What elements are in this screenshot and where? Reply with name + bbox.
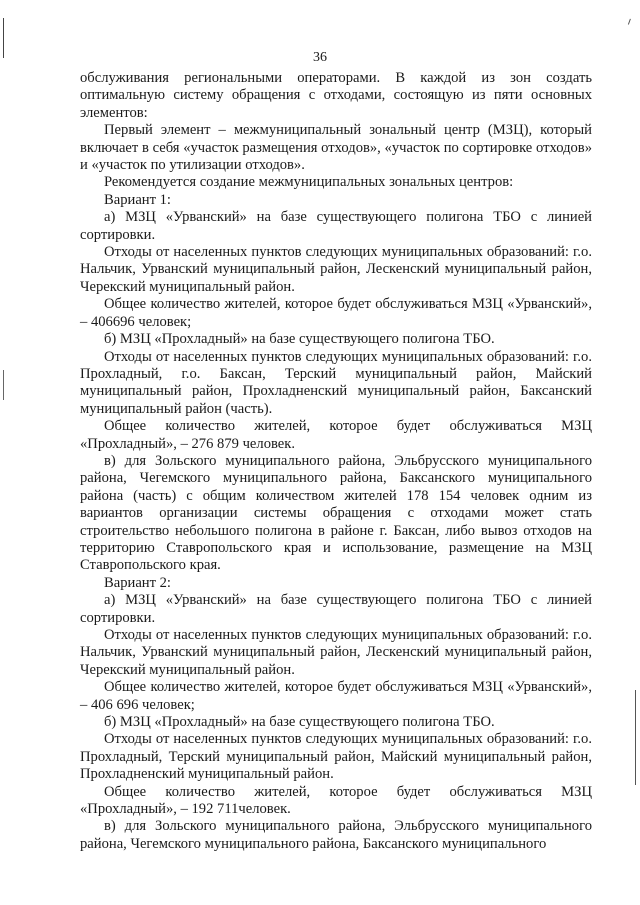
paragraph: Первый элемент – межмуниципальный зональный центр (МЗЦ), который включает в себя «участок размещения отходов», «участок по сортировке отходов» и «участок по утилизации отходов». [80,122,592,174]
paragraph: а) МЗЦ «Урванский» на базе существующего полигона ТБО с линией сортировки. [80,592,592,626]
paragraph: обслуживания региональными операторами. В каждой из зон создать оптимальную систему обращения с отходами, состоящую из пяти основных элементов: [80,70,592,121]
paragraph: Отходы от населенных пунктов следующих муниципальных образований: г.о. Нальчик, Урванский муниципальный район, Лескенский муниципальный район, Черекский муниципальный район. [80,244,592,295]
paragraph: б) МЗЦ «Прохладный» на базе существующего полигона ТБО. [104,331,495,348]
paragraph: Общее количество жителей, которое будет обслуживаться МЗЦ «Урванский», – 406 696 человек; [80,679,592,713]
paragraph: б) МЗЦ «Прохладный» на базе существующего полигона ТБО. [104,714,495,731]
page-number: 36 [313,50,327,65]
paragraph: в) для Зольского муниципального района, Эльбрусского муниципального района, Чегемского муниципального района, Баксанского муниципального района (часть) с общим количеством жителей 178 154 человек одним из вариантов организации системы обращения с отходами может стать строительство небольшого полигона в районе г. Баксан, либо вывоз отходов на территорию Ставропольского края и использование, размещение на МЗЦ Ставропольского края. [80,452,592,574]
body-text [80,70,592,853]
paragraph: Отходы от населенных пунктов следующих муниципальных образований: г.о. Прохладный, г.о. Баксан, Терский муниципальный район, Майский муниципальный район, Прохладненский муниципальный район, Баксанский муниципальный район (часть). [80,348,592,417]
paragraph: в) для Зольского муниципального района, Эльбрусского муниципального района, Чегемского муниципального района, Баксанского муниципального [80,818,592,852]
paragraph: Отходы от населенных пунктов следующих муниципальных образований: г.о. Прохладный, Терский муниципальный район, Майский муниципальный район, Прохладненский муниципальный район. [80,731,592,783]
paragraph: Отходы от населенных пунктов следующих муниципальных образований: г.о. Нальчик, Урванский муниципальный район, Лескенский муниципальный район, Черекский муниципальный район. [80,627,592,678]
paragraph: Вариант 2: [104,574,171,591]
paragraph: а) МЗЦ «Урванский» на базе существующего полигона ТБО с линией сортировки. [80,209,592,243]
paragraph: Рекомендуется создание межмуниципальных зональных центров: [104,174,514,191]
paragraph: Общее количество жителей, которое будет обслуживаться МЗЦ «Прохладный», – 276 879 человек. [80,418,592,452]
paragraph: Вариант 1: [104,191,171,208]
paragraph: Общее количество жителей, которое будет обслуживаться МЗЦ «Урванский», – 406696 человек; [80,296,592,330]
scan-corner-mark [624,17,631,24]
paragraph: Общее количество жителей, которое будет обслуживаться МЗЦ «Прохладный», – 192 711человек. [80,783,592,818]
scan-edge-mark [3,370,4,400]
scan-edge-mark [635,690,636,785]
